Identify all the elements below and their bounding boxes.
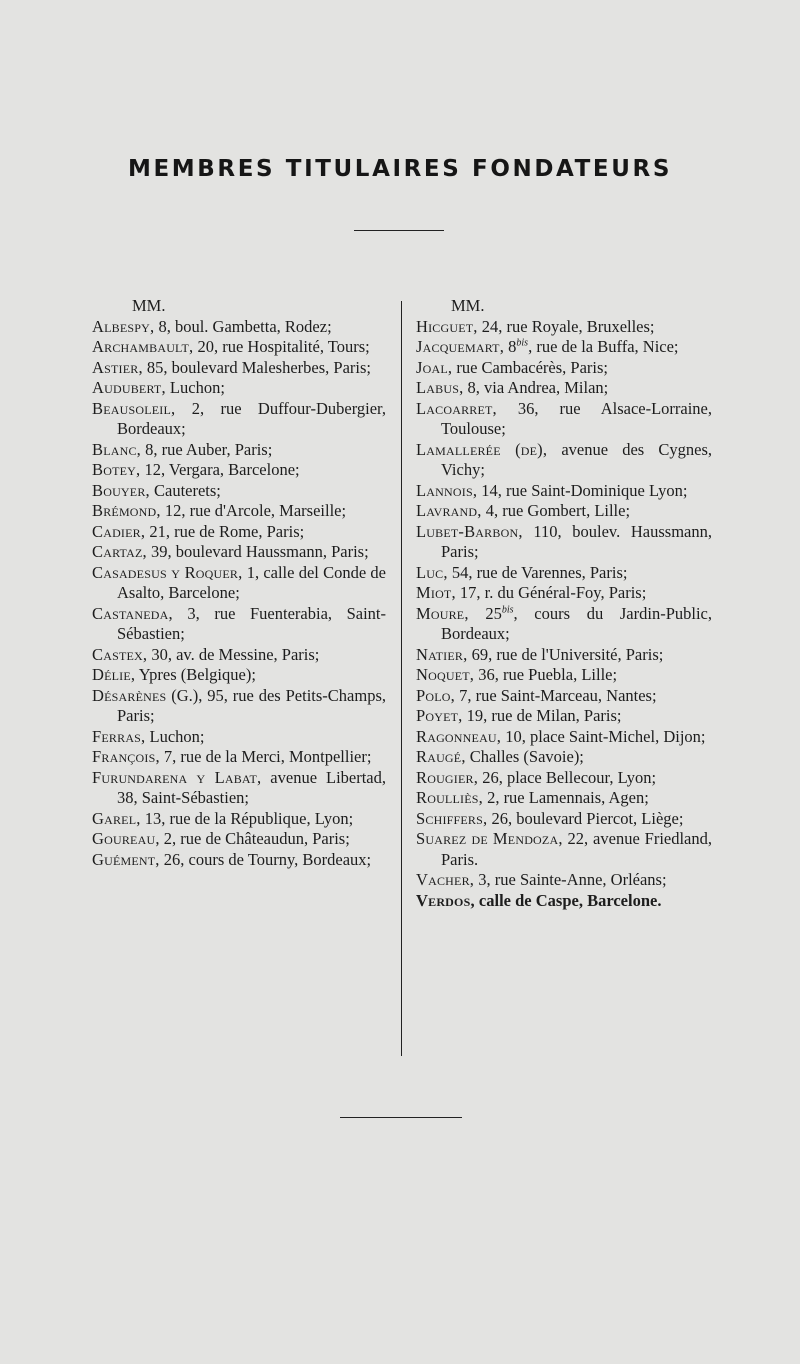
member-entry [416, 665, 712, 686]
member-entry [416, 522, 712, 563]
member-name: Rougier, [416, 767, 479, 787]
member-address: 2, rue Duffour-Dubergier, Bordeaux; [117, 398, 387, 438]
member-address: 26, boulevard Piercot, Liège; [491, 808, 684, 828]
member-entry [92, 337, 386, 358]
member-address: 8, rue Auber, Paris; [145, 439, 273, 459]
member-name: Roulliès, [416, 788, 483, 807]
member-address: 14, rue Saint-Dominique Lyon; [481, 480, 688, 500]
member-address: Luchon; [149, 726, 205, 746]
member-entry [92, 645, 386, 666]
number-suffix: bis [501, 604, 514, 615]
member-name: Lubet-Barbon, [416, 521, 523, 541]
member-name: Garel, [92, 808, 141, 828]
member-name: Natier, [416, 644, 468, 664]
member-entry [92, 665, 386, 686]
member-entry [416, 747, 712, 768]
member-name: Vacher, [416, 870, 475, 889]
member-address: 69, rue de l'Université, Paris; [471, 644, 664, 664]
member-name: Goureau, [92, 829, 160, 848]
member-entry [416, 891, 712, 912]
member-name: Noquet, [416, 665, 475, 684]
member-address: Cauterets; [154, 480, 221, 500]
member-name: Astier, [92, 357, 143, 377]
member-address: 12, rue d'Arcole, Marseille; [164, 501, 347, 520]
member-address: 3, rue Fuenterabia, Saint-Sébastien; [117, 603, 386, 643]
member-address: avenue des Cygnes, Vichy; [441, 439, 713, 479]
member-entry [416, 768, 712, 789]
member-name: Albespy, [92, 316, 155, 336]
member-entry [92, 809, 386, 830]
member-address: 85, boulevard Malesherbes, Paris; [146, 357, 371, 377]
member-address: , cours du Jardin-Public, Bordeaux; [441, 603, 712, 643]
member-name: Brémond, [92, 501, 161, 520]
member-address: 24, rue Royale, Bruxelles; [481, 316, 655, 336]
member-address: rue Cambacérès, Paris; [456, 357, 608, 377]
member-address: 1, calle del Conde de Asalto, Barcelone; [117, 562, 387, 602]
member-name: Polo, [416, 685, 455, 705]
member-entry [92, 317, 386, 338]
member-name: Luc, [416, 562, 448, 582]
member-entry [92, 481, 386, 502]
member-name: Verdos, [416, 890, 475, 910]
member-name: Cartaz, [92, 542, 147, 561]
member-entry [416, 686, 712, 707]
member-name: Schiffers, [416, 808, 488, 828]
member-address: 21, rue de Rome, Paris; [149, 521, 305, 541]
left-member-column [92, 296, 386, 870]
member-name: Castex, [92, 644, 148, 664]
member-name: Labus, [416, 378, 464, 397]
member-address: 17, r. du Général-Foy, Paris; [459, 583, 647, 602]
member-entry [92, 460, 386, 481]
member-name: Joal, [416, 357, 453, 377]
right-member-column [416, 296, 712, 911]
member-entry [92, 378, 386, 399]
member-name: Audubert, [92, 378, 166, 397]
member-entry [92, 727, 386, 748]
member-address: 110, boulev. Haussmann, Paris; [441, 521, 712, 561]
member-name: Poyet, [416, 706, 463, 725]
member-address: 8, via Andrea, Milan; [467, 378, 609, 397]
member-entry [92, 768, 386, 809]
member-entry [92, 604, 386, 645]
column-header: MM. [132, 296, 166, 315]
member-address: (G.), 95, rue des Petits-Champs, Paris; [117, 685, 386, 725]
member-name: Ragonneau, [416, 726, 502, 746]
column-divider [401, 301, 402, 1056]
member-name: Hicguet, [416, 316, 478, 336]
member-address: avenue Libertad, 38, Saint-Sébastien; [117, 767, 386, 807]
member-address: 8, boul. Gambetta, Rodez; [158, 316, 332, 336]
member-entry [92, 829, 386, 850]
member-entry [92, 522, 386, 543]
member-name: Furundarena y Labat, [92, 767, 262, 787]
member-entry [416, 337, 712, 358]
member-entry [92, 358, 386, 379]
member-address: 10, place Saint-Michel, Dijon; [505, 726, 706, 746]
member-name: Délie, [92, 665, 136, 684]
member-name: Ferras, [92, 726, 146, 746]
member-name: Botey, [92, 460, 141, 479]
member-entry [416, 358, 712, 379]
member-address: 30, av. de Messine, Paris; [151, 644, 320, 664]
number-suffix: bis [516, 337, 529, 349]
member-name: Lavrand, [416, 501, 482, 520]
member-address: 19, rue de Milan, Paris; [466, 706, 622, 725]
member-name: Jacquemart, [416, 337, 505, 356]
member-address: 36, rue Puebla, Lille; [478, 665, 618, 684]
member-address: 7, rue Saint-Marceau, Nantes; [459, 685, 657, 705]
member-name: Archambault, [92, 337, 194, 356]
member-entry [416, 317, 712, 338]
member-name: Cadier, [92, 521, 146, 541]
member-entry [92, 399, 386, 440]
member-name: Guément, [92, 849, 160, 869]
member-entry [92, 850, 386, 871]
street-number: 25 [485, 603, 502, 623]
member-entry [416, 604, 712, 645]
member-address: 3, rue Sainte-Anne, Orléans; [478, 870, 667, 889]
member-address: 22, avenue Friedland, Paris. [441, 829, 713, 869]
title-rule [354, 230, 444, 231]
member-address: Luchon; [169, 378, 225, 397]
member-name: Miot, [416, 583, 456, 602]
member-name: Suarez de Mendoza, [416, 829, 563, 848]
member-address: 20, rue Hospitalité, Tours; [197, 337, 370, 356]
member-entry [416, 645, 712, 666]
member-address: calle de Caspe, Barcelone. [478, 890, 662, 910]
member-entry [92, 686, 386, 727]
member-entry [416, 706, 712, 727]
member-name: Lannois, [416, 480, 478, 500]
member-address: 13, rue de la République, Lyon; [144, 808, 354, 828]
member-name: Castaneda, [92, 603, 173, 623]
member-entry [416, 563, 712, 584]
member-entry [416, 809, 712, 830]
member-entry [416, 583, 712, 604]
member-entry [92, 563, 386, 604]
page-title: MEMBRES TITULAIRES FONDATEURS [127, 156, 672, 182]
member-name: Désarènes [92, 685, 167, 705]
member-entry [416, 788, 712, 809]
member-address: 7, rue de la Merci, Montpellier; [163, 747, 372, 766]
member-name: Moure, [416, 603, 469, 623]
member-entry [92, 440, 386, 461]
member-name: Casadesus y Roquer, [92, 562, 243, 582]
member-entry [416, 378, 712, 399]
member-entry [92, 747, 386, 768]
member-entry [416, 399, 712, 440]
member-entry [416, 829, 712, 870]
member-address: 54, rue de Varennes, Paris; [451, 562, 628, 582]
member-address: 4, rue Gombert, Lille; [485, 501, 631, 520]
member-entry [416, 440, 712, 481]
member-name: Blanc, [92, 439, 141, 459]
member-address: 12, Vergara, Barcelone; [144, 460, 300, 479]
member-address: 36, rue Alsace-Lorraine, Toulouse; [441, 398, 713, 438]
end-rule [340, 1117, 462, 1118]
member-address: Ypres (Belgique); [138, 665, 256, 684]
member-name: Lamallerée (de), [416, 439, 548, 459]
member-address: 26, cours de Tourny, Bordeaux; [163, 849, 372, 869]
member-entry [92, 542, 386, 563]
member-address: 2, rue de Châteaudun, Paris; [163, 829, 350, 848]
member-address: 2, rue Lamennais, Agen; [487, 788, 649, 807]
member-name: Raugé, [416, 747, 466, 766]
member-address: , rue de la Buffa, Nice; [528, 337, 679, 356]
member-entry [92, 501, 386, 522]
column-header: MM. [451, 296, 485, 315]
member-entry [416, 481, 712, 502]
member-address: 26, place Bellecour, Lyon; [482, 767, 657, 787]
member-entry [416, 501, 712, 522]
member-name: Beausoleil, [92, 398, 176, 418]
member-name: Lacoarret, [416, 398, 497, 418]
street-number: 8 [508, 337, 517, 356]
member-address: Challes (Savoie); [469, 747, 584, 766]
member-name: François, [92, 747, 160, 766]
member-entry [416, 727, 712, 748]
member-address: 39, boulevard Haussmann, Paris; [150, 542, 369, 561]
member-name: Bouyer, [92, 480, 150, 500]
member-entry [416, 870, 712, 891]
